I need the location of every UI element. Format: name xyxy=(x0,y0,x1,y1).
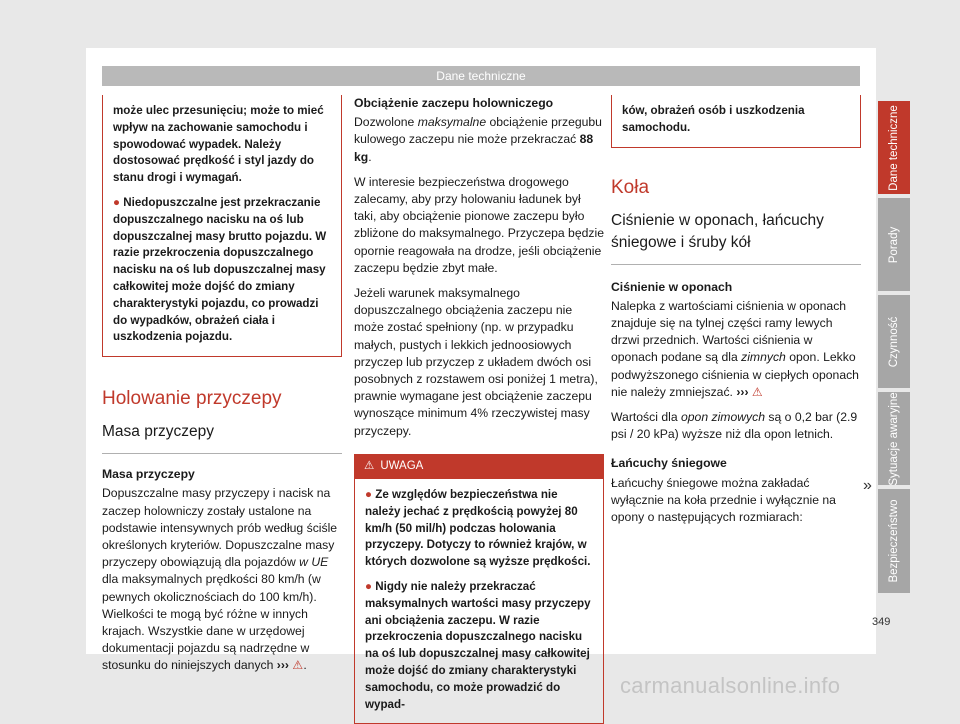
warning-bullet-item: ● Ze względów bezpieczeństwa nie należy jechać z prędkością powyżej 80 km/h (50 mil/h) podczas holowania przyczepy. Dotyczy to również krajów, w których dozwolone są wyższe prędkości. xyxy=(365,488,591,569)
subsection-title-tyre-pressure: Ciśnienie w oponach, łańcuchy śniegowe i śruby kół xyxy=(611,210,861,265)
side-tab-operation[interactable]: Czynność xyxy=(878,295,910,388)
section-title-wheels: Koła xyxy=(611,176,650,198)
warning-bullet-item: ● Nigdy nie należy przekraczać maksymalnych wartości masy przyczepy ani obciążenia zaczepu. W razie przekroczenia dopuszczalnego nacisku na oś lub dopuszczalnej masy całkowitej może dojść do zmiany charakterystyki samochodu, co może prowadzić do wypad- xyxy=(365,580,591,711)
warning-triangle-icon[interactable]: ⚠ xyxy=(292,658,304,673)
watermark-text: carmanualsonline.info xyxy=(620,673,841,698)
warning-box xyxy=(354,454,604,724)
paragraph-heading: Masa przyczepy xyxy=(102,467,195,482)
warning-bullet-item xyxy=(113,195,331,346)
paragraph-body: Jeżeli warunek maksymalnego dopuszczalnego obciążenia zaczepu nie może zostać spełniony (np. w przypadku małych, pustych i lekkich jednoosiowych przyczep lub przyczep z układem dwóch osi posobnych z rozstawem osi poniżej 1 metra), prawnie wymagane jest obciążenie zaczepu wynoszące minimum 4% rzeczywistej masy przyczepy. xyxy=(354,286,598,438)
bullet-icon: ● xyxy=(365,580,373,594)
paragraph-body: W interesie bezpieczeństwa drogowego zalecamy, aby przy holowaniu ładunek był taki, aby obciążenie pionowe zaczepu było zbliżone do maksymalnego. Przyczepa będzie opornie reagowała na drodze, jeśli obciążenie zaczepu będzie zbyt małe. xyxy=(354,174,604,275)
column-left xyxy=(102,95,342,683)
section-title-towing: Holowanie przyczepy xyxy=(102,388,282,410)
paragraph-body: Nalepka z wartościami ciśnienia w oponach znajduje się na tylnej części ramy lewych drzwi przednich. Wartości ciśnienia w oponach podane są dla zimnych opon. Lekko podwyższonego ciśnienia w ciepłych oponach nie należy zmniejszać. ››› ⚠ xyxy=(611,298,859,399)
reference-arrow-link[interactable]: ››› xyxy=(276,658,289,673)
warning-box-header: ⚠ UWAGA xyxy=(354,454,604,479)
warning-triangle-icon: ⚠ xyxy=(364,459,375,472)
bullet-icon: ● xyxy=(113,195,121,209)
paragraph-heading: Obciążenie zaczepu holowniczego xyxy=(354,96,554,110)
warning-bullet-text: Niedopuszczalne jest przekraczanie dopuszczalnego nacisku na oś lub dopuszczalnej masy brutto pojazdu. W razie przekroczenia dopuszczalnego nacisku na oś lub dopuszczalnej masy całkowitej może dojść do zmiany charakterystyki pojazdu, co prowadzi do wypadków, obrażeń ciała i uszkodzenia pojazdu. xyxy=(113,195,327,344)
side-tab-safety[interactable]: Bezpieczeństwo xyxy=(878,489,910,593)
page-header-title: Dane techniczne xyxy=(102,66,860,86)
continue-arrow-icon: » xyxy=(863,477,872,494)
reference-arrow-link[interactable]: ››› xyxy=(736,384,749,399)
bullet-icon: ● xyxy=(365,488,373,502)
warning-text: ków, obrażeń osób i uszkodzenia samochodu. xyxy=(622,104,805,134)
warning-box-continued xyxy=(102,95,342,357)
paragraph-body: Dopuszczalne masy przyczepy i nacisk na zaczep holowniczy zostały ustalone na podstawie intensywnych prób według ściśle określonych kryteriów. Dopuszczalne masy przyczepy obowiązują dla pojazdów w UE dla maksymalnych prędkości 80 km/h (w pewnych okolicznościach do 100 km/h). Wielkości te mogą być różne w innych krajach. Wszystkie dane w urzędowej dokumentacji pojazdu są nadrzędne w stosunku do niniejszych danych ››› ⚠. xyxy=(102,486,338,673)
page-number: 349 xyxy=(872,616,891,628)
warning-triangle-icon[interactable]: ⚠ xyxy=(751,384,763,399)
side-tab-advice[interactable]: Porady xyxy=(878,198,910,291)
warning-text: może ulec przesunięciu; może to mieć wpływ na zachowanie samochodu i spowodować wypadek. Należy dostosować prędkość i styl jazdy do stanu drogi i wymagań. xyxy=(113,104,324,185)
paragraph-heading: Łańcuchy śniegowe xyxy=(611,456,727,471)
subsection-title-trailer-mass: Masa przyczepy xyxy=(102,421,342,454)
paragraph-body: Wartości dla opon zimowych są o 0,2 bar (2.9 psi / 20 kPa) wyższe niż dla opon letnich. xyxy=(611,410,858,442)
column-right xyxy=(611,95,861,534)
column-middle xyxy=(354,95,604,724)
paragraph-heading: Ciśnienie w oponach xyxy=(611,279,733,294)
warning-box-continued xyxy=(611,95,861,148)
paragraph-body: Łańcuchy śniegowe można zakładać wyłącznie na koła przednie i wyłącznie na opony o następujących rozmiarach: xyxy=(611,475,836,525)
paragraph-body: Dozwolone maksymalne obciążenie przegubu kulowego zaczepu nie może przekraczać 88 kg. xyxy=(354,115,602,164)
side-tab-emergencies[interactable]: Sytuacje awaryjne xyxy=(878,392,910,485)
warning-box-body xyxy=(354,479,604,724)
side-tab-technical-data[interactable]: Dane techniczne xyxy=(878,101,910,194)
